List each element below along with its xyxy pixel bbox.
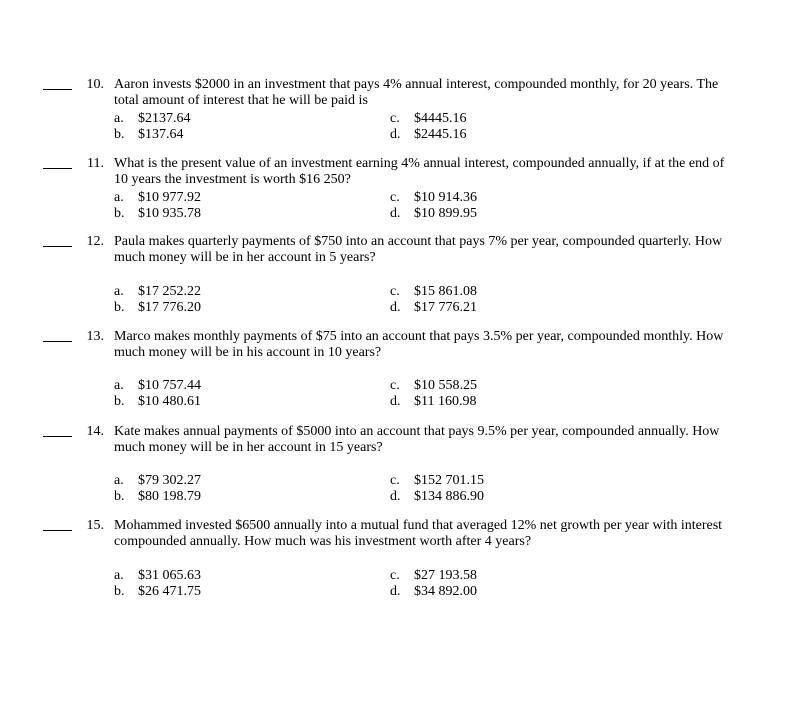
option-value: $10 977.92 <box>138 190 201 205</box>
question-text-line: much money will be in her account in 5 years? <box>114 250 376 265</box>
option-letter: c. <box>390 473 400 488</box>
option-value: $10 935.78 <box>138 206 201 221</box>
option-b[interactable] <box>114 489 201 505</box>
option-c[interactable] <box>390 568 477 584</box>
option-value: $10 757.44 <box>138 378 201 393</box>
option-value: $26 471.75 <box>138 584 201 599</box>
option-a[interactable] <box>114 568 201 584</box>
question-number: 10. <box>86 77 104 92</box>
option-b[interactable] <box>114 300 201 316</box>
option-letter: b. <box>114 300 125 315</box>
option-d[interactable] <box>390 489 484 505</box>
question-13 <box>0 329 796 415</box>
option-b[interactable] <box>114 584 201 600</box>
option-a[interactable] <box>114 111 191 127</box>
option-value: $34 892.00 <box>414 584 477 599</box>
option-letter: b. <box>114 584 125 599</box>
option-value: $17 252.22 <box>138 284 201 299</box>
question-text-line: Paula makes quarterly payments of $750 into an account that pays 7% per year, compounded quarterly. How <box>114 234 723 249</box>
option-letter: c. <box>390 111 400 126</box>
question-text-line: Mohammed invested $6500 annually into a mutual fund that averaged 12% net growth per year with interest <box>114 518 723 533</box>
option-b[interactable] <box>114 206 201 222</box>
question-number: 15. <box>86 518 104 533</box>
option-value: $134 886.90 <box>414 489 484 504</box>
option-b[interactable] <box>114 127 184 143</box>
question-number: 11. <box>87 156 104 171</box>
option-d[interactable] <box>390 127 467 143</box>
option-d[interactable] <box>390 584 477 600</box>
option-c[interactable] <box>390 378 477 394</box>
question-number: 12. <box>86 234 104 249</box>
answer-blank[interactable] <box>43 436 72 437</box>
option-letter: c. <box>390 568 400 583</box>
question-text-line: compounded annually. How much was his investment worth after 4 years? <box>114 534 532 549</box>
option-value: $10 914.36 <box>414 190 477 205</box>
option-value: $80 198.79 <box>138 489 201 504</box>
option-letter: a. <box>114 284 124 299</box>
question-text-line: What is the present value of an investment earning 4% annual interest, compounded annually, if at the end of <box>114 156 725 171</box>
option-c[interactable] <box>390 473 484 489</box>
option-letter: b. <box>114 394 125 409</box>
option-b[interactable] <box>114 394 201 410</box>
option-d[interactable] <box>390 394 476 410</box>
option-value: $31 065.63 <box>138 568 201 583</box>
option-value: $10 480.61 <box>138 394 201 409</box>
answer-blank[interactable] <box>43 168 72 169</box>
question-11 <box>0 156 796 226</box>
question-text <box>114 518 754 550</box>
question-12 <box>0 234 796 320</box>
option-d[interactable] <box>390 206 477 222</box>
option-value: $11 160.98 <box>414 394 477 409</box>
option-c[interactable] <box>390 284 477 300</box>
answer-blank[interactable] <box>43 341 72 342</box>
option-a[interactable] <box>114 284 201 300</box>
question-10 <box>0 77 796 147</box>
question-14 <box>0 424 796 510</box>
option-letter: d. <box>390 206 401 221</box>
option-letter: a. <box>114 568 124 583</box>
option-letter: b. <box>114 127 125 142</box>
question-number: 13. <box>86 329 104 344</box>
option-letter: b. <box>114 489 125 504</box>
question-text <box>114 234 754 266</box>
option-letter: a. <box>114 378 124 393</box>
answer-blank[interactable] <box>43 530 72 531</box>
option-value: $10 899.95 <box>414 206 477 221</box>
question-text <box>114 156 754 188</box>
option-a[interactable] <box>114 190 201 206</box>
option-value: $17 776.20 <box>138 300 201 315</box>
option-letter: d. <box>390 489 401 504</box>
option-value: $152 701.15 <box>414 473 484 488</box>
question-number: 14. <box>86 424 104 439</box>
option-letter: a. <box>114 473 124 488</box>
option-d[interactable] <box>390 300 477 316</box>
question-text <box>114 424 754 456</box>
option-letter: c. <box>390 190 400 205</box>
question-text-line: 10 years the investment is worth $16 250? <box>114 172 351 187</box>
option-value: $137.64 <box>138 127 184 142</box>
question-text-line: Marco makes monthly payments of $75 into an account that pays 3.5% per year, compounded monthly. How <box>114 329 724 344</box>
option-c[interactable] <box>390 111 467 127</box>
option-value: $17 776.21 <box>414 300 477 315</box>
question-text-line: Aaron invests $2000 in an investment that pays 4% annual interest, compounded monthly, for 20 years. The <box>114 77 719 92</box>
option-value: $2445.16 <box>414 127 467 142</box>
option-value: $2137.64 <box>138 111 191 126</box>
option-value: $10 558.25 <box>414 378 477 393</box>
option-letter: b. <box>114 206 125 221</box>
option-value: $4445.16 <box>414 111 467 126</box>
question-text-line: much money will be in his account in 10 years? <box>114 345 382 360</box>
question-text-line: Kate makes annual payments of $5000 into an account that pays 9.5% per year, compounded annually. How <box>114 424 720 439</box>
option-a[interactable] <box>114 378 201 394</box>
option-letter: a. <box>114 190 124 205</box>
question-15 <box>0 518 796 604</box>
option-letter: d. <box>390 300 401 315</box>
option-letter: a. <box>114 111 124 126</box>
option-c[interactable] <box>390 190 477 206</box>
question-text <box>114 329 754 361</box>
option-letter: c. <box>390 378 400 393</box>
answer-blank[interactable] <box>43 246 72 247</box>
question-text <box>114 77 754 109</box>
option-a[interactable] <box>114 473 201 489</box>
option-letter: d. <box>390 584 401 599</box>
question-text-line: much money will be in her account in 15 years? <box>114 440 383 455</box>
option-letter: d. <box>390 394 401 409</box>
answer-blank[interactable] <box>43 89 72 90</box>
question-text-line: total amount of interest that he will be paid is <box>114 93 368 108</box>
option-value: $79 302.27 <box>138 473 201 488</box>
option-value: $27 193.58 <box>414 568 477 583</box>
option-letter: d. <box>390 127 401 142</box>
option-letter: c. <box>390 284 400 299</box>
option-value: $15 861.08 <box>414 284 477 299</box>
